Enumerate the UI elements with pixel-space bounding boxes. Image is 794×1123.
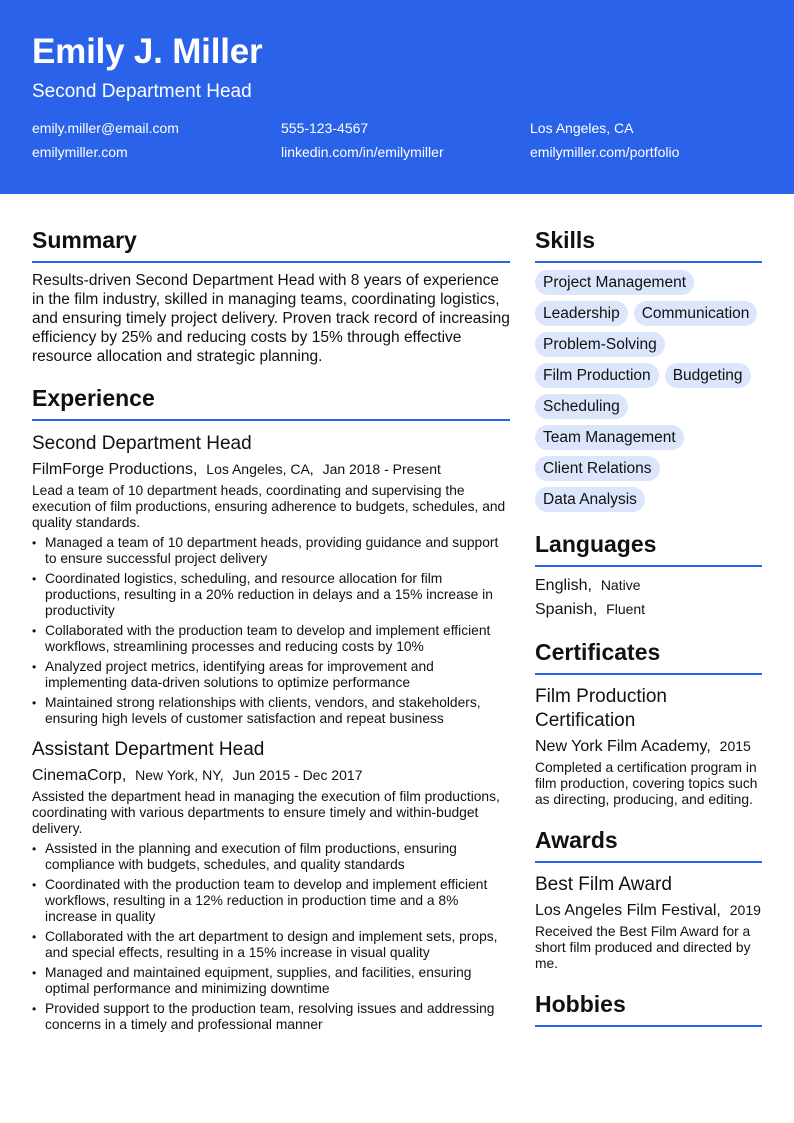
award-description: Received the Best Film Award for a short film produced and directed by me. bbox=[535, 924, 751, 971]
job-bullet: • Provided support to the production team, resolving issues and addressing concerns in a timely and professional manner bbox=[45, 1001, 510, 1033]
job-dates: Jan 2018 - Present bbox=[322, 461, 441, 477]
skill-tag: Team Management bbox=[535, 425, 684, 450]
job-title: Second Department Head bbox=[32, 433, 252, 454]
job-entry bbox=[32, 432, 510, 727]
job-bullet: • Collaborated with the production team to develop and implement efficient workflows, streamlining processes and reducing costs by 10% bbox=[45, 623, 510, 655]
job-meta bbox=[32, 459, 510, 480]
summary-section bbox=[32, 226, 510, 366]
job-description: Assisted the department head in managing the execution of film productions, coordinating with various departments to ensure timely and within-budget delivery. bbox=[32, 789, 500, 836]
awards-section bbox=[535, 826, 762, 972]
certificate-year: 2015 bbox=[719, 738, 751, 754]
certificate-title: Film Production Certification bbox=[535, 686, 667, 731]
job-location: Los Angeles, CA, bbox=[206, 461, 314, 477]
skills-heading: Skills bbox=[535, 226, 762, 263]
job-description: Lead a team of 10 department heads, coordinating and supervising the execution of film productions, ensuring adherence to budgets, schedules, and quality standards. bbox=[32, 483, 506, 530]
award-year: 2019 bbox=[729, 902, 761, 918]
skill-tag: Film Production bbox=[535, 363, 659, 388]
candidate-name: Emily J. Miller bbox=[32, 32, 263, 71]
hobbies-section bbox=[535, 990, 762, 1027]
left-column bbox=[32, 226, 510, 1037]
skills-section bbox=[535, 226, 762, 512]
certificate-meta bbox=[535, 736, 762, 757]
resume-header bbox=[0, 0, 794, 194]
job-company: CinemaCorp, bbox=[32, 767, 127, 784]
languages-heading: Languages bbox=[535, 530, 762, 567]
contact-info bbox=[32, 120, 762, 160]
certificate-issuer: New York Film Academy, bbox=[535, 738, 711, 755]
skill-tag: Project Management bbox=[535, 270, 694, 295]
languages-section bbox=[535, 530, 762, 620]
language-item bbox=[535, 599, 762, 620]
contact-linkedin[interactable]: linkedin.com/in/emilymiller bbox=[281, 144, 444, 160]
job-bullet: • Coordinated with the production team to develop and implement efficient workflows, resulting in a 12% reduction in production time and a 8% increase in quality bbox=[45, 877, 510, 925]
candidate-title: Second Department Head bbox=[32, 81, 252, 102]
summary-text: Results-driven Second Department Head with 8 years of experience in the film industry, skilled in managing teams, coordinating logistics, and ensuring timely project delivery. Proven track record of increasing efficiency by 25% and reducing costs by 15% through effective resource allocation and strategic planning. bbox=[32, 272, 510, 365]
skill-tag: Problem-Solving bbox=[535, 332, 665, 357]
job-entry bbox=[32, 738, 510, 1033]
experience-section bbox=[32, 384, 510, 1033]
summary-heading: Summary bbox=[32, 226, 510, 263]
skill-tag: Communication bbox=[634, 301, 758, 326]
job-bullet: • Managed and maintained equipment, supplies, and facilities, ensuring optimal performance and minimizing downtime bbox=[45, 965, 510, 997]
contact-email[interactable]: emily.miller@email.com bbox=[32, 120, 179, 136]
award-title: Best Film Award bbox=[535, 874, 672, 895]
job-location: New York, NY, bbox=[135, 767, 224, 783]
job-dates: Jun 2015 - Dec 2017 bbox=[232, 767, 363, 783]
skills-list bbox=[535, 270, 762, 512]
language-item bbox=[535, 575, 762, 596]
job-bullets bbox=[32, 841, 510, 1033]
skill-tag: Client Relations bbox=[535, 456, 660, 481]
right-column bbox=[535, 226, 762, 1027]
award-meta bbox=[535, 900, 762, 921]
hobbies-heading: Hobbies bbox=[535, 990, 762, 1027]
job-bullet: • Collaborated with the art department to design and implement sets, props, and special effects, resulting in a 15% increase in visual quality bbox=[45, 929, 510, 961]
job-bullet: • Maintained strong relationships with clients, vendors, and stakeholders, ensuring high levels of customer satisfaction and repeat business bbox=[45, 695, 510, 727]
job-bullet: • Managed a team of 10 department heads, providing guidance and support to ensure successful project delivery bbox=[45, 535, 510, 567]
awards-heading: Awards bbox=[535, 826, 762, 863]
job-bullets bbox=[32, 535, 510, 727]
job-meta bbox=[32, 765, 510, 786]
certificates-section bbox=[535, 638, 762, 808]
skill-tag: Data Analysis bbox=[535, 487, 645, 512]
skill-tag: Leadership bbox=[535, 301, 628, 326]
language-level: Native bbox=[600, 577, 641, 593]
experience-heading: Experience bbox=[32, 384, 510, 421]
job-bullet: • Assisted in the planning and execution of film productions, ensuring compliance with budgets, schedules, and quality standards bbox=[45, 841, 510, 873]
skill-tag: Budgeting bbox=[665, 363, 751, 388]
job-title: Assistant Department Head bbox=[32, 739, 265, 760]
award-issuer: Los Angeles Film Festival, bbox=[535, 902, 721, 919]
skill-tag: Scheduling bbox=[535, 394, 628, 419]
job-company: FilmForge Productions, bbox=[32, 461, 198, 478]
job-bullet: • Coordinated logistics, scheduling, and resource allocation for film productions, resulting in a 20% reduction in delays and a 15% increase in productivity bbox=[45, 571, 510, 619]
contact-phone[interactable]: 555-123-4567 bbox=[281, 120, 369, 136]
certificate-description: Completed a certification program in film production, covering topics such as directing, producing, and editing. bbox=[535, 760, 758, 807]
contact-location: Los Angeles, CA bbox=[530, 120, 634, 136]
contact-website[interactable]: emilymiller.com bbox=[32, 144, 128, 160]
job-bullet: • Analyzed project metrics, identifying areas for improvement and implementing data-driven solutions to optimize performance bbox=[45, 659, 510, 691]
language-level: Fluent bbox=[606, 601, 646, 617]
contact-portfolio[interactable]: emilymiller.com/portfolio bbox=[530, 144, 680, 160]
language-name: Spanish, bbox=[535, 601, 598, 618]
language-name: English, bbox=[535, 577, 592, 594]
certificates-heading: Certificates bbox=[535, 638, 762, 675]
